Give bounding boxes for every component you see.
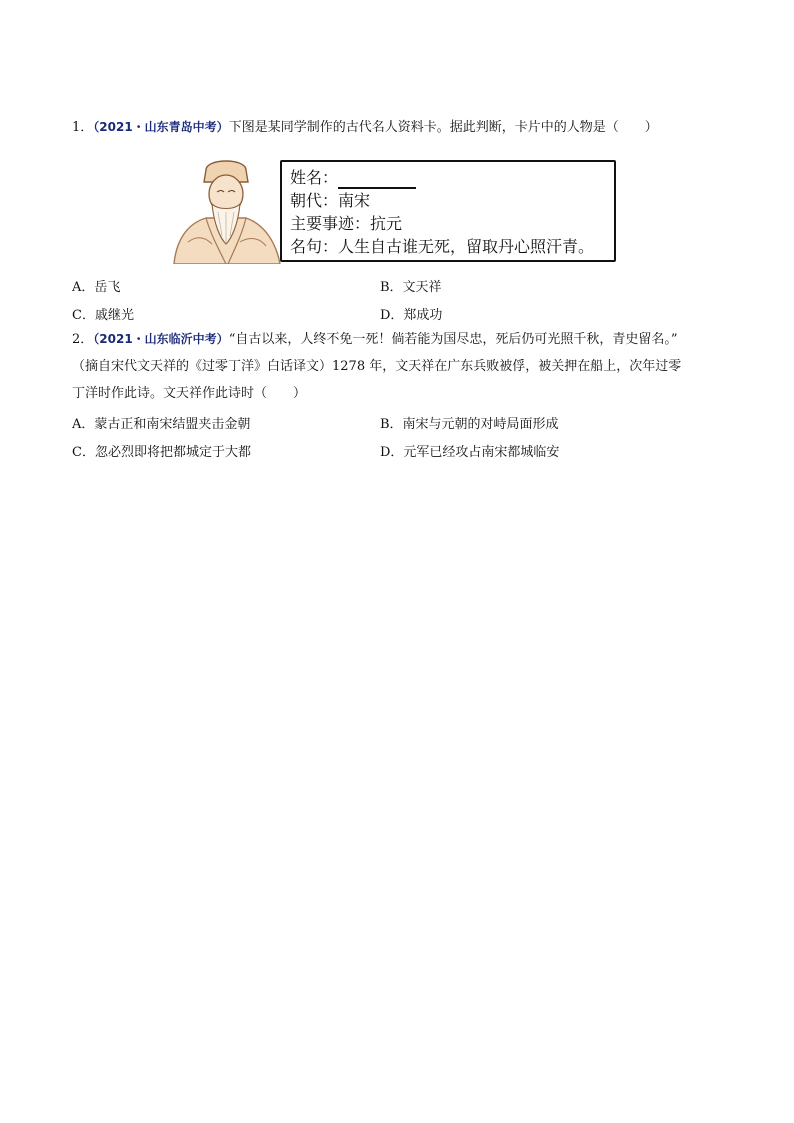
card-deeds: 主要事迹：抗元 xyxy=(290,214,403,233)
question-2-stem xyxy=(72,326,742,407)
q1-option-a[interactable]: A．岳飞 xyxy=(72,280,121,295)
q1-option-b[interactable]: B．文天祥 xyxy=(380,280,442,295)
question-number: 2． xyxy=(72,332,94,347)
q2-option-a[interactable]: A．蒙古正和南宋结盟夹击金朝 xyxy=(72,417,251,432)
question-source: （2021・山东青岛中考） xyxy=(93,120,229,134)
scholar-portrait-icon xyxy=(166,152,286,264)
question-number: 1． xyxy=(72,120,94,135)
question-text-line1: “自古以来，人终不免一死！倘若能为国尽忠，死后仍可光照千秋，青史留名。” xyxy=(228,332,678,347)
figure-resource-card xyxy=(166,152,626,266)
name-blank xyxy=(338,171,416,189)
question-text-line3: 丁洋时作此诗。文天祥作此诗时（ ） xyxy=(72,386,307,401)
card-name-row xyxy=(290,166,606,189)
q2-option-d[interactable]: D．元军已经攻占南宋都城临安 xyxy=(380,445,560,460)
question-source: （2021・山东临沂中考） xyxy=(93,332,229,346)
q1-option-d[interactable]: D．郑成功 xyxy=(380,308,443,323)
card-name-label: 姓名： xyxy=(290,168,339,187)
question-1-stem xyxy=(72,114,732,141)
card-quote: 名句：人生自古谁无死，留取丹心照汗青。 xyxy=(290,237,595,256)
q2-option-c[interactable]: C．忽必烈即将把都城定于大都 xyxy=(72,445,251,460)
question-text: 下图是某同学制作的古代名人资料卡。据此判断，卡片中的人物是（ ） xyxy=(228,120,658,135)
question-text-line2: （摘自宋代文天祥的《过零丁洋》白话译文）1278 年，文天祥在广东兵败被俘，被关押在船上，次年过零 xyxy=(72,359,682,374)
q2-option-b[interactable]: B．南宋与元朝的对峙局面形成 xyxy=(380,417,559,432)
card-dynasty: 朝代：南宋 xyxy=(290,191,371,210)
info-card xyxy=(280,160,616,262)
q1-option-c[interactable]: C．戚继光 xyxy=(72,308,134,323)
